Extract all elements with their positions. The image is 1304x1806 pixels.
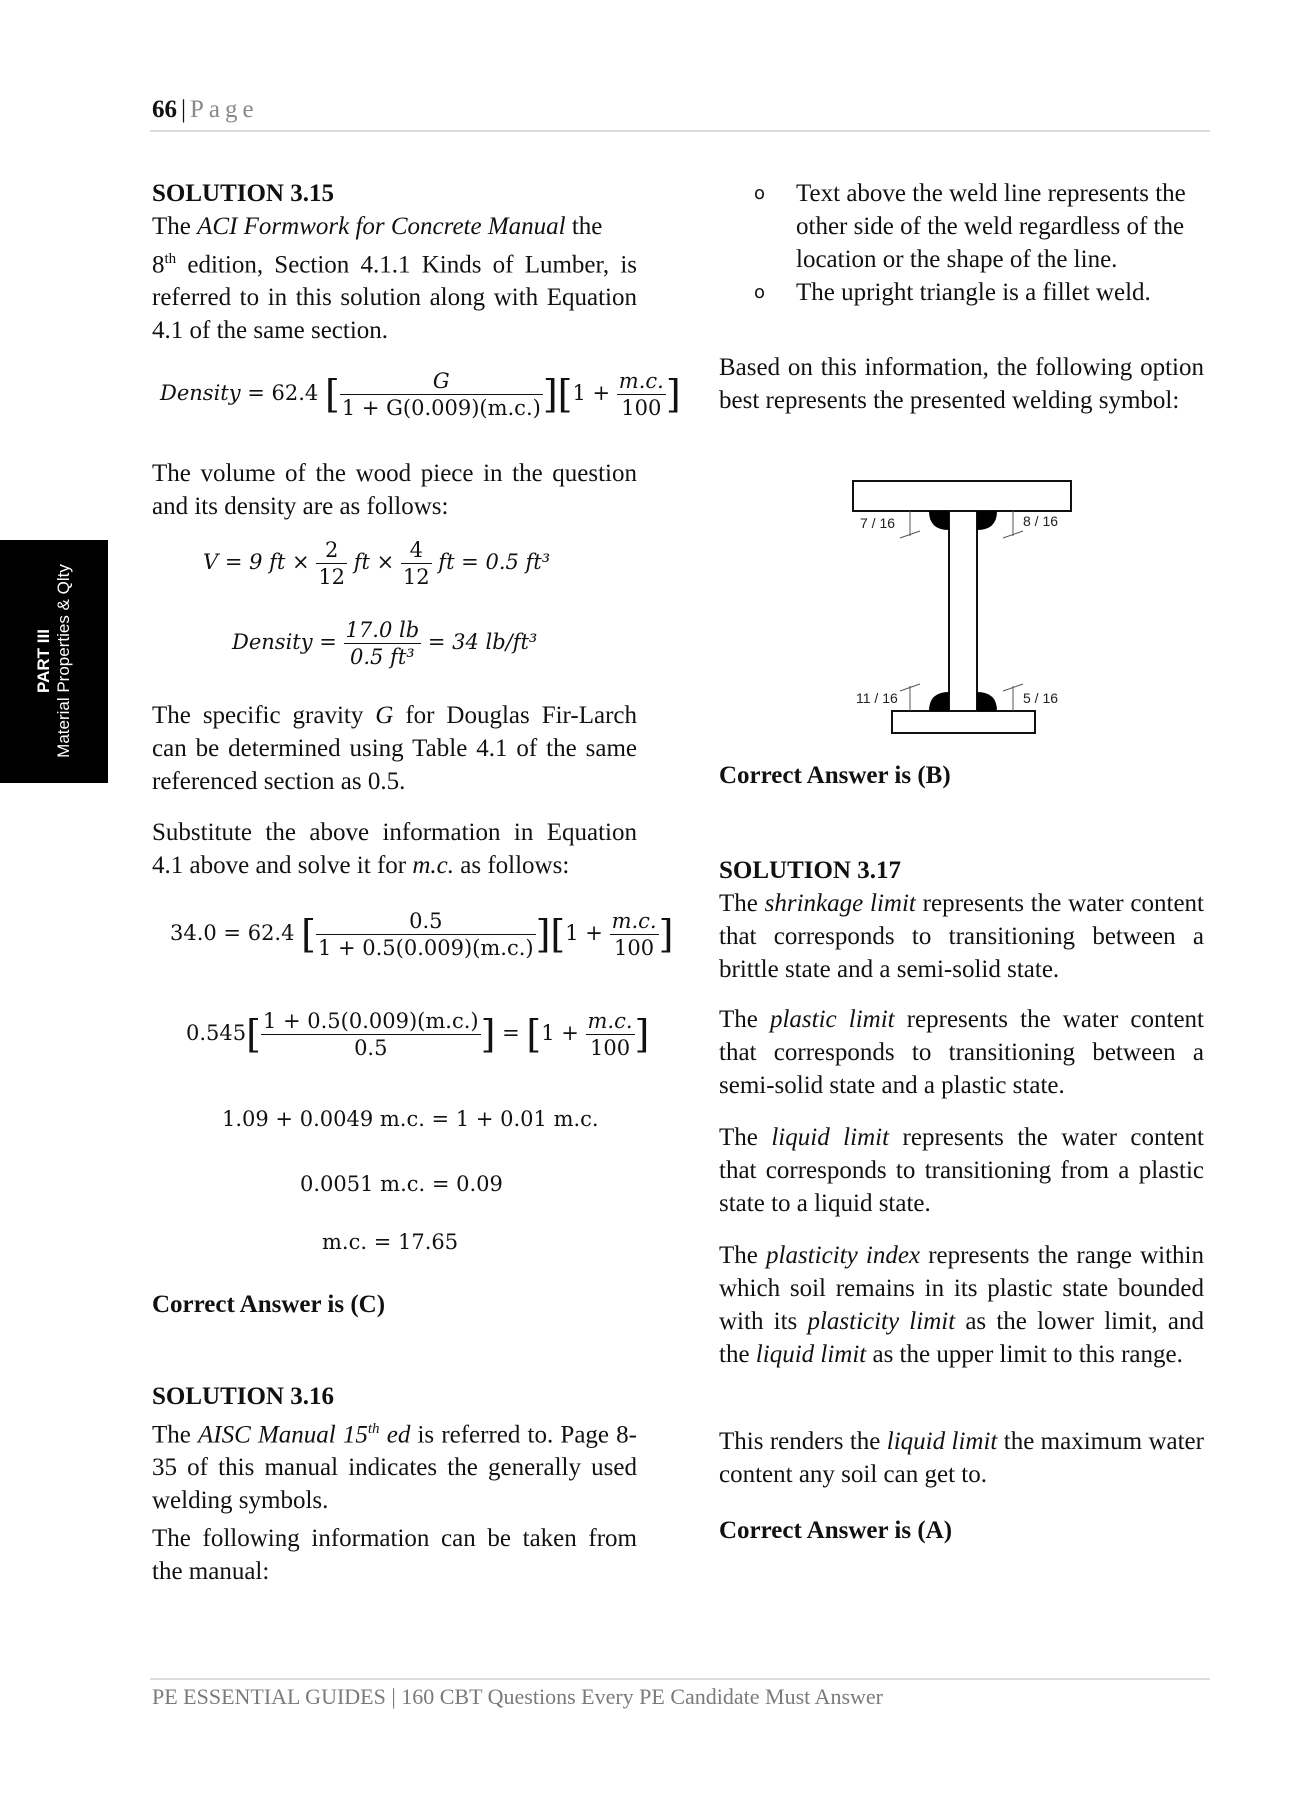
- plastic-limit-paragraph: The plastic limit represents the water content that corresponds to transitioning between a semi-solid state and a plastic state.: [719, 1006, 1204, 1099]
- fillet-weld-bottom-left: [929, 692, 949, 711]
- solution-3-15-heading: SOLUTION 3.15: [152, 180, 334, 207]
- based-on-paragraph: Based on this information, the following option best represents the presented welding symbol:: [719, 354, 1204, 414]
- fillet-weld-bottom-right: [977, 692, 997, 711]
- volume-paragraph: The volume of the wood piece in the question and its density are as follows:: [152, 460, 637, 520]
- liquid-limit-paragraph: The liquid limit represents the water content that corresponds to transitioning from a plastic state to a liquid state.: [719, 1124, 1204, 1217]
- fillet-weld-top-right: [977, 511, 997, 530]
- rearranged-equation: 0.545[ $\frac{1 + 0.5(0.009)(m.c.)}{0.5}$ ] = [1 + $\frac{m.c.}{100}$ ]: [186, 1009, 650, 1060]
- header-separator: |: [181, 96, 187, 123]
- fillet-weld-top-left: [929, 511, 949, 530]
- header-rule: [150, 130, 1210, 132]
- density-equation: Density = 62.4 [ $\frac{G}{1 + G(0.009)(m.c.)}$ ][1 + $\frac{m.c.}{100}$ ]: [160, 369, 681, 420]
- linear-equation: 1.09 + 0.0049 m.c. = 1 + 0.01 m.c.: [222, 1107, 599, 1131]
- solution-3-16: [152, 1380, 637, 1517]
- solution-3-15-paragraph: The ACI Formwork for Concrete Manual the 8th edition, Section 4.1.1 Kinds of Lumber, is referred to in this solution along with Equation 4.1 of the same section.: [152, 213, 637, 345]
- part-side-tab: [0, 540, 108, 783]
- footer-rule: [150, 1678, 1210, 1680]
- bullet-circle-icon: o: [754, 282, 766, 303]
- page-number: 66: [152, 96, 177, 123]
- answer-3-17: Correct Answer is (A): [719, 1517, 953, 1544]
- solution-3-17: [719, 854, 1204, 986]
- volume-equation: V = 9 ft × $\frac{2}{12}$ ft × $\frac{4}{12}$ ft = 0.5 ft³: [203, 538, 551, 589]
- page-label: Page: [190, 96, 259, 123]
- list-item: o Text above the weld line represents the other side of the weld regardless of the location or the shape of the line.: [716, 177, 1206, 276]
- substituted-equation: 34.0 = 62.4 [ $\frac{0.5}{1 + 0.5(0.009)(m.c.)}$ ][1 + $\frac{m.c.}{100}$ ]: [170, 909, 674, 960]
- part-label: PART III: [34, 629, 53, 693]
- moisture-content-result: m.c. = 17.65: [322, 1230, 459, 1254]
- weld-size-top-right: 8 / 16: [1023, 513, 1059, 529]
- page-header: [152, 96, 259, 124]
- top-flange: [853, 481, 1071, 511]
- solution-3-16-heading: SOLUTION 3.16: [152, 1383, 334, 1410]
- bottom-flange: [892, 711, 1035, 733]
- solution-3-16-paragraph: The AISC Manual 15th ed is referred to. Page 8-35 of this manual indicates the generally used welding symbols.: [152, 1421, 637, 1515]
- weld-size-bottom-right: 5 / 16: [1023, 690, 1059, 706]
- part-title: Material Properties & Qlty: [54, 564, 73, 758]
- web: [949, 511, 977, 711]
- density-result-equation: Density = $\frac{17.0 lb}{\text{0.5 ft³}}$ = 34 lb/ft³: [232, 618, 538, 669]
- weld-size-bottom-left: 11 / 16: [856, 690, 898, 706]
- maximum-water-paragraph: This renders the liquid limit the maximum water content any soil can get to.: [719, 1428, 1204, 1488]
- weld-size-top-left: 7 / 16: [860, 515, 896, 531]
- solution-3-17-heading: SOLUTION 3.17: [719, 857, 901, 884]
- list-item: o The upright triangle is a fillet weld.: [716, 276, 1206, 309]
- shrinkage-limit-paragraph: The shrinkage limit represents the water content that corresponds to transitioning between a brittle state and a semi-solid state.: [719, 890, 1204, 983]
- answer-3-16: Correct Answer is (B): [719, 762, 951, 789]
- simplified-equation: 0.0051 m.c. = 0.09: [300, 1172, 503, 1196]
- page-footer: PE ESSENTIAL GUIDES | 160 CBT Questions Every PE Candidate Must Answer: [152, 1684, 883, 1709]
- substitute-paragraph: Substitute the above information in Equation 4.1 above and solve it for m.c. as follows:: [152, 819, 637, 879]
- weld-rules-list: [716, 177, 1206, 309]
- manual-info-paragraph: The following information can be taken from the manual:: [152, 1525, 637, 1585]
- welding-symbol-diagram: [840, 470, 1080, 740]
- plasticity-index-paragraph: The plasticity index represents the range within which soil remains in its plastic state bounded with its plasticity limit as the lower limit, and the liquid limit as the upper limit to this range.: [719, 1242, 1204, 1368]
- bullet-circle-icon: o: [754, 183, 766, 204]
- specific-gravity-paragraph: The specific gravity G for Douglas Fir-Larch can be determined using Table 4.1 of the same referenced section as 0.5.: [152, 702, 637, 795]
- answer-3-15: Correct Answer is (C): [152, 1291, 386, 1318]
- solution-3-15-intro: [152, 177, 637, 347]
